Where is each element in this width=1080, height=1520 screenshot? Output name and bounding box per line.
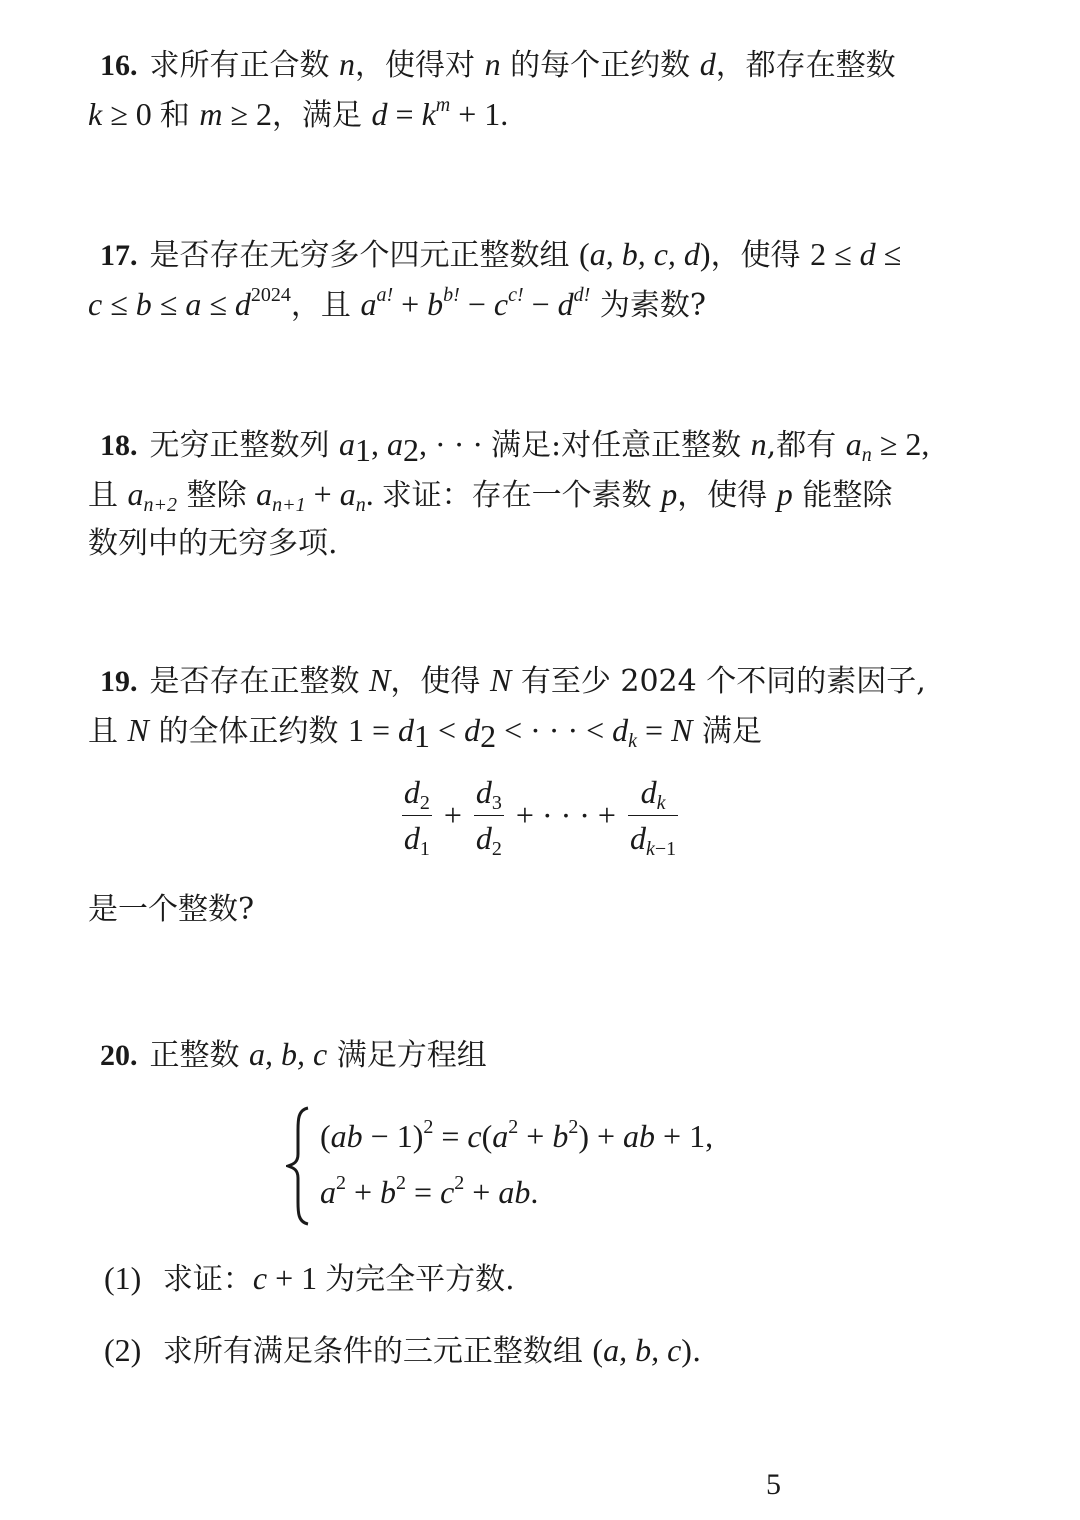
sub-question-label: (1) [104, 1260, 142, 1296]
left-brace [286, 1106, 312, 1226]
problem-18 [88, 420, 998, 568]
fraction: $\frac{d_k}{d_{k-1}}$ [629, 774, 677, 860]
problem-19-line-1: 19. 是否存在正整数 N，使得 N 有至少 2024 个不同的素因子, [100, 662, 926, 699]
problem-18-line-1: 18. 无穷正整数列 $a_1$, $a_2$, · · · 满足:对任意正整数 n,都有 $a_n \ge 2$, [100, 426, 930, 468]
problem-20 [88, 1030, 998, 1080]
problem-19-line-2: 且 N 的全体正约数 $1 = d_1 < d_2$ < · · · < $d_k = N$ 满足 [88, 712, 762, 754]
fraction: $\frac{d_2}{d_1}$ [403, 774, 430, 860]
problem-number: 16. [100, 49, 138, 82]
problem-17 [88, 230, 998, 330]
problem-number: 18. [100, 429, 138, 462]
page-number: 5 [766, 1468, 781, 1501]
problem-16 [88, 40, 998, 140]
sub-question-2: (2) 求所有满足条件的三元正整数组 (a, b, c). [104, 1332, 702, 1369]
problem-17-line-2: $c \le b \le a \le d^{2024}$，且 $a^{a!} + b^{b!} - c^{c!} - d^{d!}$ 为素数? [88, 284, 706, 323]
problem-number: 20. [100, 1039, 138, 1072]
fraction: $\frac{d_3}{d_2}$ [475, 774, 502, 860]
equation-1: $(ab - 1)^2 = c(a^2 + b^2)$ + ab + 1, [320, 1116, 714, 1154]
problem-20-line-1: 20. 正整数 a, b, c 满足方程组 [100, 1036, 487, 1073]
problem-16-line-1: 16. 求所有正合数 n，使得对 n 的每个正约数 d，都存在整数 [100, 46, 896, 83]
problem-number: 19. [100, 665, 138, 698]
problem-17-line-1: 17. 是否存在无穷多个四元正整数组 (a, b, c, d)，使得 2 ≤ d ≤ [100, 236, 902, 273]
problem-18-line-3: 数列中的无穷多项. [88, 526, 338, 561]
sub-question-label: (2) [104, 1332, 142, 1368]
problem-16-line-2: k ≥ 0 和 m ≥ 2，满足 $d = k^m + 1$. [88, 94, 509, 133]
display-formula-19: $\frac{d_2}{d_1}$ + $\frac{d_3}{d_2}$ + · · · + $\frac{d_k}{d_{k-1}}$ [403, 774, 677, 860]
problem-19 [88, 656, 998, 756]
problem-number: 17. [100, 239, 138, 272]
problem-18-line-2: 且 $a_{n+2}$ 整除 $a_{n+1} + a_n$. 求证：存在一个素数 p，使得 p 能整除 [88, 476, 893, 516]
equation-2: $a^2 + b^2 = c^2$ + ab. [320, 1172, 539, 1210]
problem-19-line-3: 是一个整数? [88, 892, 255, 927]
sub-question-1: (1) 求证：c + 1 为完全平方数. [104, 1260, 515, 1297]
